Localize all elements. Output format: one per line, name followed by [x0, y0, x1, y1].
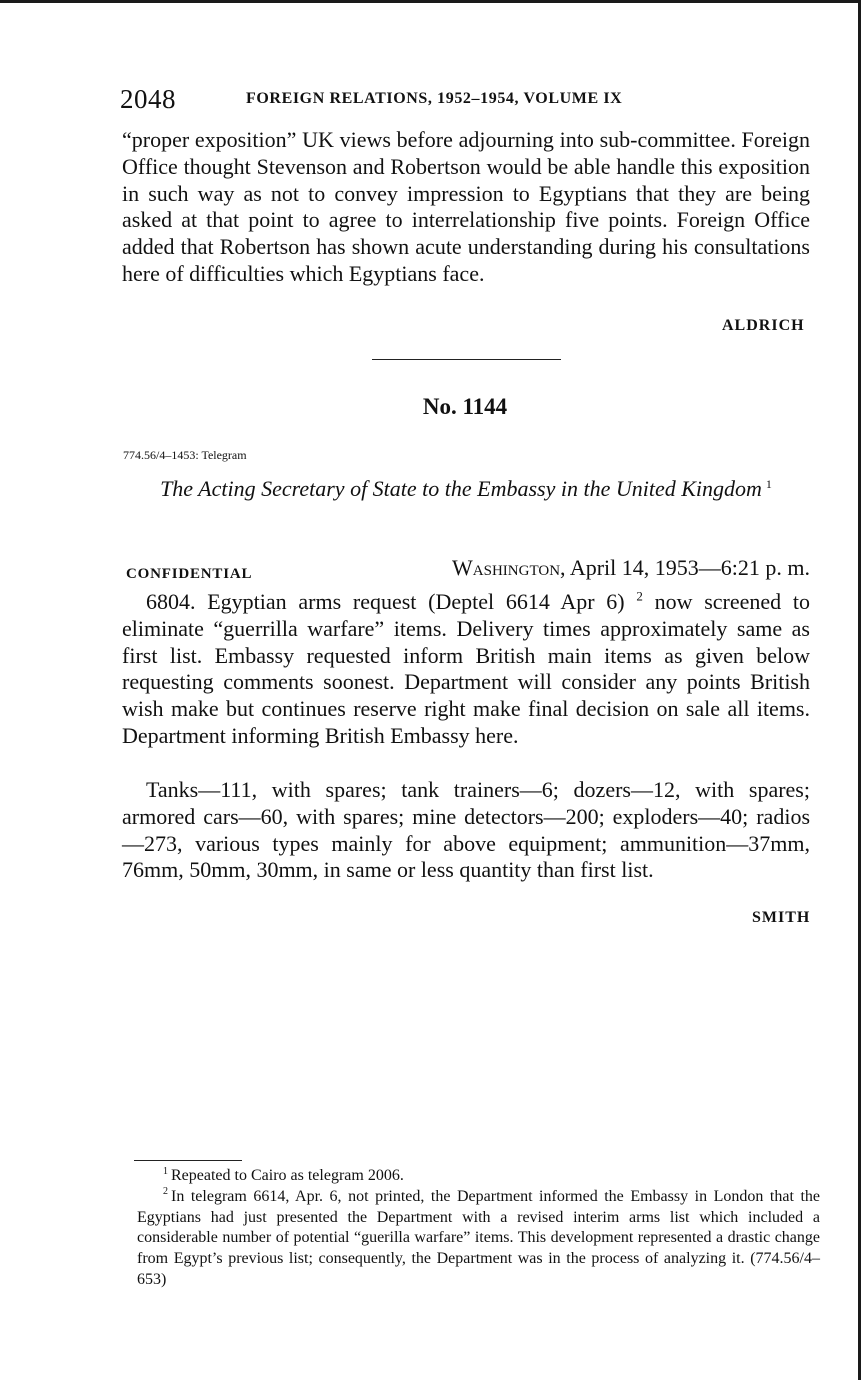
- classification-label: CONFIDENTIAL: [126, 566, 253, 582]
- dateline-date: April 14, 1953—6:21 p. m.: [569, 555, 810, 580]
- paragraph-1-body: now screened to eliminate “guerrilla warfare” items. Delivery times approximately same as first list. Embassy requested inform British main items as given below requesting comments soonest. Department will consider any points British wish make but continues reserve right make final decision on sale all items. Department informing British Embassy here.: [122, 589, 811, 748]
- footnote-2-text: In telegram 6614, Apr. 6, not printed, the Department informed the Embassy in London that the Egyptians had just presented the Department with a revised interim arms list which included a considerable number of potential “guerilla warfare” items. This development represented a drastic change from Egypt’s previous list; consequently, the Department was in the process of analyzing it. (774.56/4–653): [137, 1187, 820, 1288]
- previous-document-paragraph: “proper exposition” UK views before adjourning into sub-committee. Foreign Office thought Stevenson and Robertson would be able handle this exposition in such way as not to convey impression to Egyptians that they are being asked at that point to agree to interrelationship five points. Foreign Office added that Robertson has shown acute understanding during his consultations here of difficulties which Egyptians face.: [122, 127, 810, 286]
- document-number: No. 1144: [422, 394, 508, 419]
- page-top-border: [0, 0, 861, 3]
- page-header: [120, 84, 810, 118]
- footnote-2-number: 2: [163, 1186, 168, 1198]
- footnote-1-text: Repeated to Cairo as telegram 2006.: [171, 1167, 404, 1184]
- dateline-place: Washington,: [452, 555, 566, 580]
- document-title: [122, 476, 810, 502]
- footnote-divider: [134, 1160, 242, 1161]
- paragraph-1-lead: 6804. Egyptian arms request (Deptel 6614 Apr 6): [146, 589, 625, 614]
- signature-aldrich: ALDRICH: [722, 317, 805, 334]
- footnote-ref-2: 2: [636, 588, 643, 604]
- telegram-paragraph-2: Tanks—111, with spares; tank trainers—6; dozers—12, with spares; armored cars—60, with spares; mine detectors—200; exploders—40; radios—273, various types mainly for above equipment; ammunition—37mm, 76mm, 50mm, 30mm, in same or less quantity than first list.: [122, 777, 810, 883]
- footnote-2: [137, 1187, 820, 1291]
- title-footnote-marker: 1: [765, 476, 772, 491]
- dateline: [408, 555, 810, 581]
- document-title-text: The Acting Secretary of State to the Embassy in the United Kingdom: [160, 476, 762, 501]
- signature-smith: SMITH: [752, 909, 811, 926]
- running-head: FOREIGN RELATIONS, 1952–1954, VOLUME IX: [246, 90, 623, 107]
- page-number: 2048: [120, 84, 176, 114]
- telegram-paragraph-1: [122, 589, 810, 750]
- file-reference: 774.56/4–1453: Telegram: [123, 448, 247, 462]
- footnotes: [137, 1166, 820, 1291]
- footnote-1: [137, 1166, 820, 1187]
- section-divider: [372, 359, 561, 360]
- footnote-1-number: 1: [163, 1165, 168, 1177]
